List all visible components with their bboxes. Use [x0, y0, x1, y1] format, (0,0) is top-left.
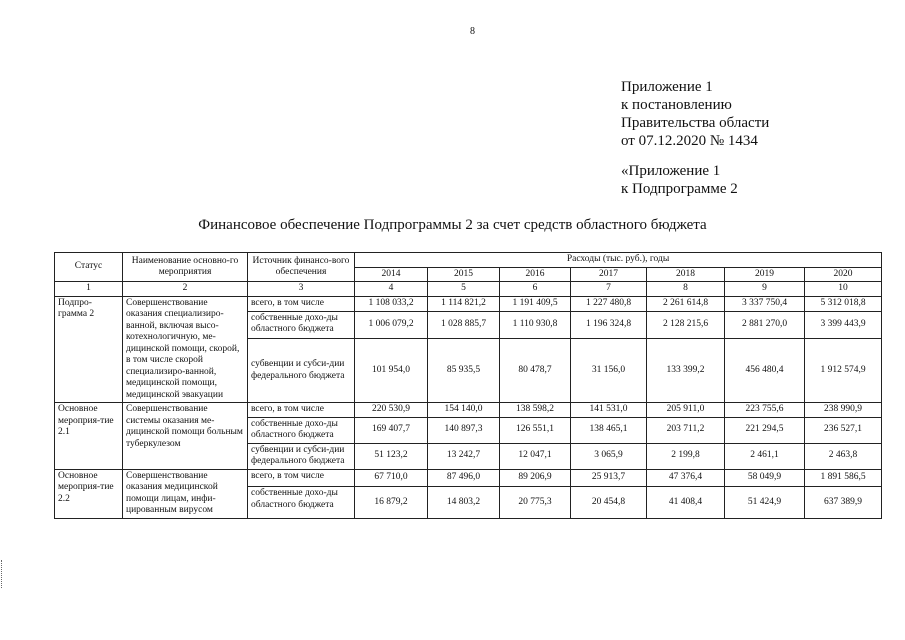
- value-cell: 3 065,9: [571, 443, 647, 469]
- value-cell: 203 711,2: [647, 417, 725, 443]
- value-cell: 13 242,7: [428, 443, 500, 469]
- header-year: 2016: [500, 267, 571, 282]
- appendix-line: к постановлению: [621, 97, 732, 113]
- appendix-subheader: [621, 162, 738, 198]
- table-row: [55, 403, 882, 418]
- measure-name-cell: Совершенствование оказания специализиро-ванной, включая высо-котехнологичную, ме-дицинской помощи, скорой, в том числе скорой специализиро-ванной, медицинской помощи, медицинской эвакуации: [123, 296, 248, 403]
- value-cell: 1 891 586,5: [805, 469, 882, 487]
- value-cell: 141 531,0: [571, 403, 647, 418]
- value-cell: 1 912 574,9: [805, 339, 882, 403]
- value-cell: 637 389,9: [805, 487, 882, 518]
- header-year: 2019: [725, 267, 805, 282]
- index-cell: 5: [428, 282, 500, 297]
- source-cell: собственные дохо-ды областного бюджета: [248, 311, 355, 338]
- source-cell: субвенции и субси-дии федерального бюджета: [248, 443, 355, 469]
- value-cell: 51 424,9: [725, 487, 805, 518]
- value-cell: 87 496,0: [428, 469, 500, 487]
- header-year: 2018: [647, 267, 725, 282]
- index-cell: 9: [725, 282, 805, 297]
- value-cell: 1 227 480,8: [571, 296, 647, 311]
- value-cell: 20 454,8: [571, 487, 647, 518]
- header-status: Статус: [55, 253, 123, 282]
- value-cell: 80 478,7: [500, 339, 571, 403]
- value-cell: 126 551,1: [500, 417, 571, 443]
- header-source: Источник финансо-вого обеспечения: [248, 253, 355, 282]
- value-cell: 25 913,7: [571, 469, 647, 487]
- header-expenses: Расходы (тыс. руб.), годы: [355, 253, 882, 268]
- value-cell: 5 312 018,8: [805, 296, 882, 311]
- header-year: 2020: [805, 267, 882, 282]
- header-year: 2014: [355, 267, 428, 282]
- value-cell: 140 897,3: [428, 417, 500, 443]
- value-cell: 47 376,4: [647, 469, 725, 487]
- status-cell: Основное мероприя-тие 2.2: [55, 469, 123, 518]
- table-row: [55, 296, 882, 311]
- value-cell: 51 123,2: [355, 443, 428, 469]
- value-cell: 85 935,5: [428, 339, 500, 403]
- value-cell: 89 206,9: [500, 469, 571, 487]
- value-cell: 1 028 885,7: [428, 311, 500, 338]
- value-cell: 3 399 443,9: [805, 311, 882, 338]
- value-cell: 2 881 270,0: [725, 311, 805, 338]
- value-cell: 2 261 614,8: [647, 296, 725, 311]
- appendix-line: к Подпрограмме 2: [621, 181, 738, 197]
- value-cell: 12 047,1: [500, 443, 571, 469]
- index-cell: 10: [805, 282, 882, 297]
- value-cell: 456 480,4: [725, 339, 805, 403]
- value-cell: 138 598,2: [500, 403, 571, 418]
- value-cell: 1 006 079,2: [355, 311, 428, 338]
- value-cell: 236 527,1: [805, 417, 882, 443]
- value-cell: 138 465,1: [571, 417, 647, 443]
- appendix-header: [621, 78, 769, 150]
- index-cell: 1: [55, 282, 123, 297]
- header-year: 2015: [428, 267, 500, 282]
- value-cell: 1 114 821,2: [428, 296, 500, 311]
- value-cell: 2 461,1: [725, 443, 805, 469]
- source-cell: субвенции и субси-дии федерального бюджета: [248, 339, 355, 403]
- source-cell: всего, в том числе: [248, 296, 355, 311]
- appendix-line: «Приложение 1: [621, 163, 721, 179]
- appendix-line: Приложение 1: [621, 79, 713, 95]
- value-cell: 223 755,6: [725, 403, 805, 418]
- value-cell: 1 110 930,8: [500, 311, 571, 338]
- value-cell: 41 408,4: [647, 487, 725, 518]
- source-cell: собственные дохо-ды областного бюджета: [248, 417, 355, 443]
- index-cell: 2: [123, 282, 248, 297]
- value-cell: 20 775,3: [500, 487, 571, 518]
- value-cell: 16 879,2: [355, 487, 428, 518]
- value-cell: 1 191 409,5: [500, 296, 571, 311]
- value-cell: 220 530,9: [355, 403, 428, 418]
- header-row: [55, 253, 882, 268]
- measure-name-cell: Совершенствование оказания медицинской помощи лицам, инфи-цированным вирусом: [123, 469, 248, 518]
- margin-mark: [1, 560, 6, 588]
- table-row: [55, 469, 882, 487]
- page-number: 8: [470, 26, 475, 37]
- value-cell: 2 128 215,6: [647, 311, 725, 338]
- index-row: [55, 282, 882, 297]
- appendix-line: Правительства области: [621, 115, 770, 131]
- value-cell: 3 337 750,4: [725, 296, 805, 311]
- value-cell: 58 049,9: [725, 469, 805, 487]
- index-cell: 8: [647, 282, 725, 297]
- value-cell: 238 990,9: [805, 403, 882, 418]
- index-cell: 3: [248, 282, 355, 297]
- status-cell: Основное мероприя-тие 2.1: [55, 403, 123, 470]
- header-name: Наименование основно-го мероприятия: [123, 253, 248, 282]
- value-cell: 133 399,2: [647, 339, 725, 403]
- measure-name-cell: Совершенствование системы оказания ме-дицинской помощи больным туберкулезом: [123, 403, 248, 470]
- value-cell: 31 156,0: [571, 339, 647, 403]
- value-cell: 169 407,7: [355, 417, 428, 443]
- value-cell: 154 140,0: [428, 403, 500, 418]
- appendix-line: от 07.12.2020 № 1434: [621, 133, 758, 149]
- value-cell: 67 710,0: [355, 469, 428, 487]
- source-cell: собственные дохо-ды областного бюджета: [248, 487, 355, 518]
- value-cell: 101 954,0: [355, 339, 428, 403]
- index-cell: 7: [571, 282, 647, 297]
- value-cell: 205 911,0: [647, 403, 725, 418]
- financing-table: [54, 252, 882, 519]
- index-cell: 4: [355, 282, 428, 297]
- value-cell: 2 199,8: [647, 443, 725, 469]
- source-cell: всего, в том числе: [248, 403, 355, 418]
- value-cell: 1 108 033,2: [355, 296, 428, 311]
- value-cell: 2 463,8: [805, 443, 882, 469]
- index-cell: 6: [500, 282, 571, 297]
- header-year: 2017: [571, 267, 647, 282]
- value-cell: 1 196 324,8: [571, 311, 647, 338]
- value-cell: 14 803,2: [428, 487, 500, 518]
- value-cell: 221 294,5: [725, 417, 805, 443]
- status-cell: Подпро-грамма 2: [55, 296, 123, 403]
- document-title: Финансовое обеспечение Подпрограммы 2 за счет средств областного бюджета: [198, 217, 707, 233]
- source-cell: всего, в том числе: [248, 469, 355, 487]
